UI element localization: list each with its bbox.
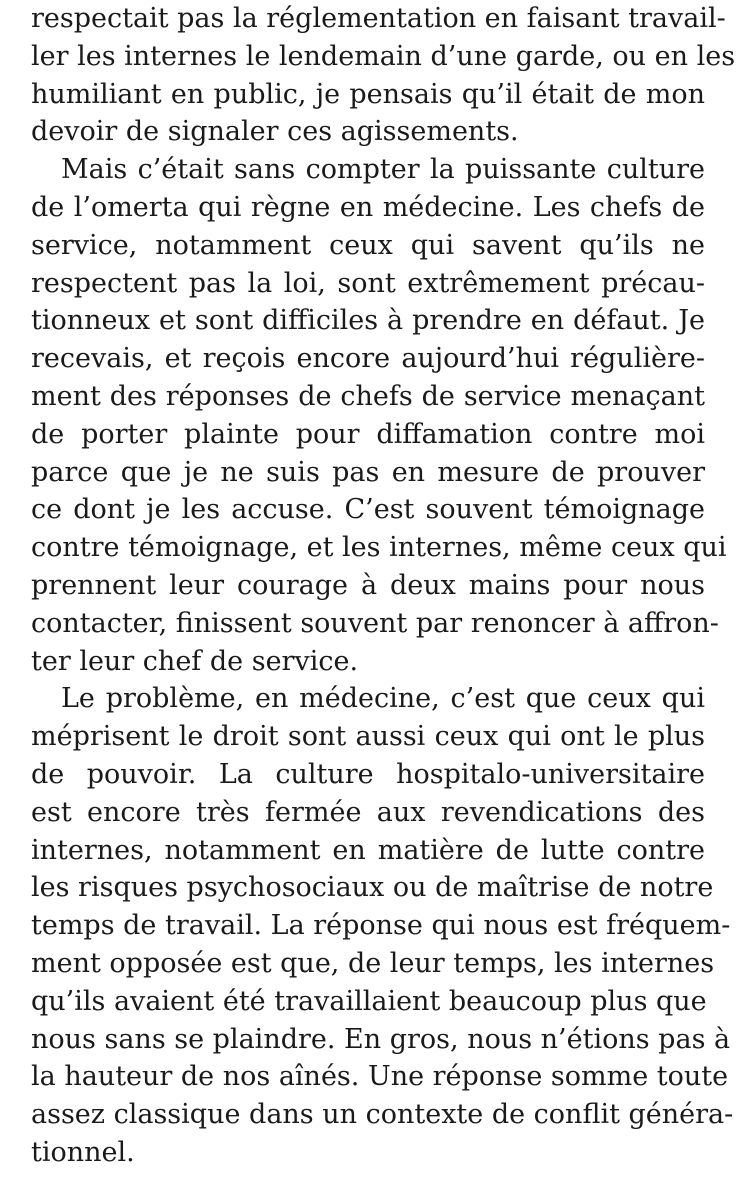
text-line: temps de travail. La réponse qui nous est fréquem- bbox=[31, 910, 731, 942]
text-line: prennent leur courage à deux mains pour nous bbox=[31, 569, 705, 601]
text-line: qu’ils avaient été travaillaient beaucoup plus que bbox=[31, 985, 707, 1017]
paragraph-3 bbox=[31, 680, 734, 1171]
text-line: est encore très fermée aux revendications des bbox=[31, 796, 705, 828]
text-line: Mais c’était sans compter la puissante culture bbox=[61, 154, 705, 186]
text-line: de l’omerta qui règne en médecine. Les chefs de bbox=[31, 191, 705, 223]
text-line: devoir de signaler ces agissements. bbox=[31, 116, 519, 148]
text-line: contacter, finissent souvent par renoncer à affron- bbox=[31, 607, 719, 639]
book-page bbox=[31, 0, 736, 1200]
text-line: tionneux et sont difficiles à prendre en défaut. Je bbox=[31, 305, 705, 337]
text-line: la hauteur de nos aînés. Une réponse somme toute bbox=[31, 1061, 729, 1093]
text-line: ment des réponses de chefs de service menaçant bbox=[31, 380, 705, 412]
text-line: respectent pas la loi, sont extrêmement précau- bbox=[31, 267, 705, 299]
text-line: assez classique dans un contexte de conflit généra- bbox=[31, 1099, 734, 1131]
text-line: contre témoignage, et les internes, même ceux qui bbox=[31, 532, 727, 564]
paragraph-2 bbox=[31, 151, 727, 680]
text-line: respectait pas la réglementation en faisant travail- bbox=[31, 3, 726, 34]
text-line: méprisent le droit sont aussi ceux qui ont le plus bbox=[31, 721, 705, 753]
text-line: service, notamment ceux qui savent qu’ils ne bbox=[31, 229, 705, 261]
text-line: de pouvoir. La culture hospitalo-universitaire bbox=[31, 758, 705, 790]
text-line: ler les internes le lendemain d’une garde, ou en les bbox=[31, 40, 736, 72]
text-line: ce dont je les accuse. C’est souvent témoignage bbox=[31, 494, 705, 526]
text-line: de porter plainte pour diffamation contre moi bbox=[31, 418, 705, 450]
text-line: tionnel. bbox=[31, 1136, 135, 1168]
text-line: recevais, et reçois encore aujourd’hui régulière- bbox=[31, 343, 705, 375]
text-line: parce que je ne suis pas en mesure de prouver bbox=[31, 456, 705, 488]
text-line: ment opposée est que, de leur temps, les internes bbox=[31, 947, 715, 979]
text-line: nous sans se plaindre. En gros, nous n’étions pas à bbox=[31, 1023, 731, 1055]
text-line: les risques psychosociaux ou de maîtrise de notre bbox=[31, 872, 714, 904]
text-line: Le problème, en médecine, c’est que ceux qui bbox=[61, 683, 705, 715]
text-line: internes, notamment en matière de lutte contre bbox=[31, 834, 705, 866]
paragraph-1 bbox=[31, 0, 736, 151]
text-line: humiliant en public, je pensais qu’il était de mon bbox=[31, 78, 705, 110]
text-line: ter leur chef de service. bbox=[31, 645, 359, 677]
